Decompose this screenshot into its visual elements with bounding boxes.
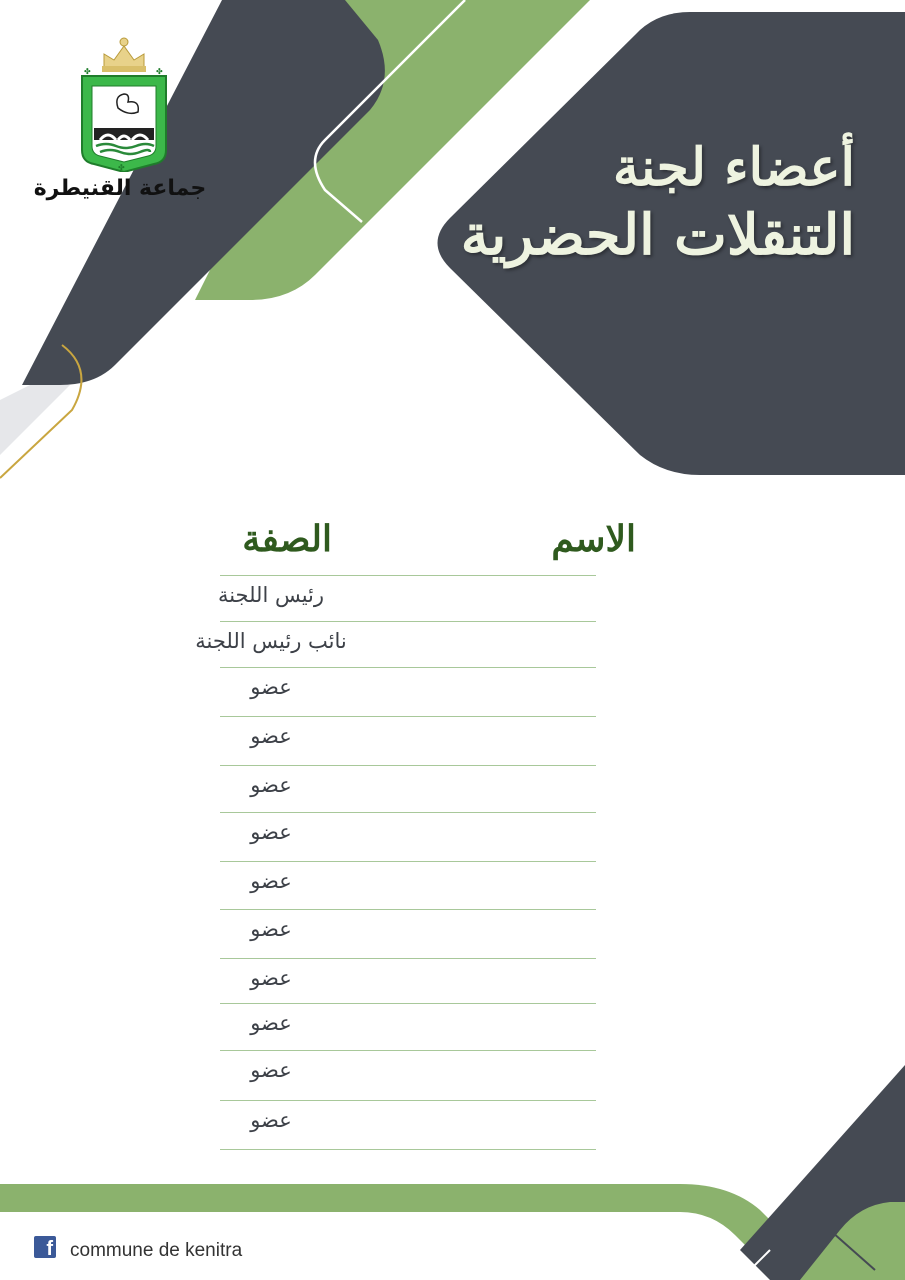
row-divider xyxy=(220,1050,596,1051)
member-role: عضو xyxy=(250,869,292,893)
title-line-2: التنقلات الحضرية xyxy=(460,202,855,268)
row-divider xyxy=(220,765,596,766)
svg-text:✤: ✤ xyxy=(84,67,91,76)
city-name: جماعة القنيطرة xyxy=(33,176,207,201)
member-role: عضو xyxy=(250,1108,292,1132)
member-role: نائب رئيس اللجنة xyxy=(195,629,347,653)
member-role: رئيس اللجنة xyxy=(217,583,325,607)
member-role: عضو xyxy=(250,1011,292,1035)
svg-text:✤: ✤ xyxy=(118,163,125,172)
row-divider xyxy=(220,621,596,622)
coat-of-arms-logo xyxy=(78,32,170,172)
row-divider xyxy=(220,667,596,668)
member-role: عضو xyxy=(250,1058,292,1082)
page-title xyxy=(435,135,855,270)
facebook-icon[interactable]: f xyxy=(34,1236,56,1258)
member-role: عضو xyxy=(250,675,292,699)
row-divider xyxy=(220,1149,596,1150)
svg-text:✤: ✤ xyxy=(156,67,163,76)
row-divider xyxy=(220,958,596,959)
footer-social-text[interactable]: commune de kenitra xyxy=(70,1240,243,1261)
row-divider xyxy=(220,812,596,813)
column-header-name: الاسم xyxy=(551,518,636,560)
row-divider xyxy=(220,575,596,576)
title-line-1: أعضاء لجنة xyxy=(613,137,855,198)
row-divider xyxy=(220,1003,596,1004)
member-role: عضو xyxy=(250,917,292,941)
column-header-role: الصفة xyxy=(242,518,332,560)
row-divider xyxy=(220,716,596,717)
member-role: عضو xyxy=(250,724,292,748)
member-role: عضو xyxy=(250,773,292,797)
row-divider xyxy=(220,1100,596,1101)
member-role: عضو xyxy=(250,820,292,844)
member-role: عضو xyxy=(250,966,292,990)
row-divider xyxy=(220,909,596,910)
row-divider xyxy=(220,861,596,862)
